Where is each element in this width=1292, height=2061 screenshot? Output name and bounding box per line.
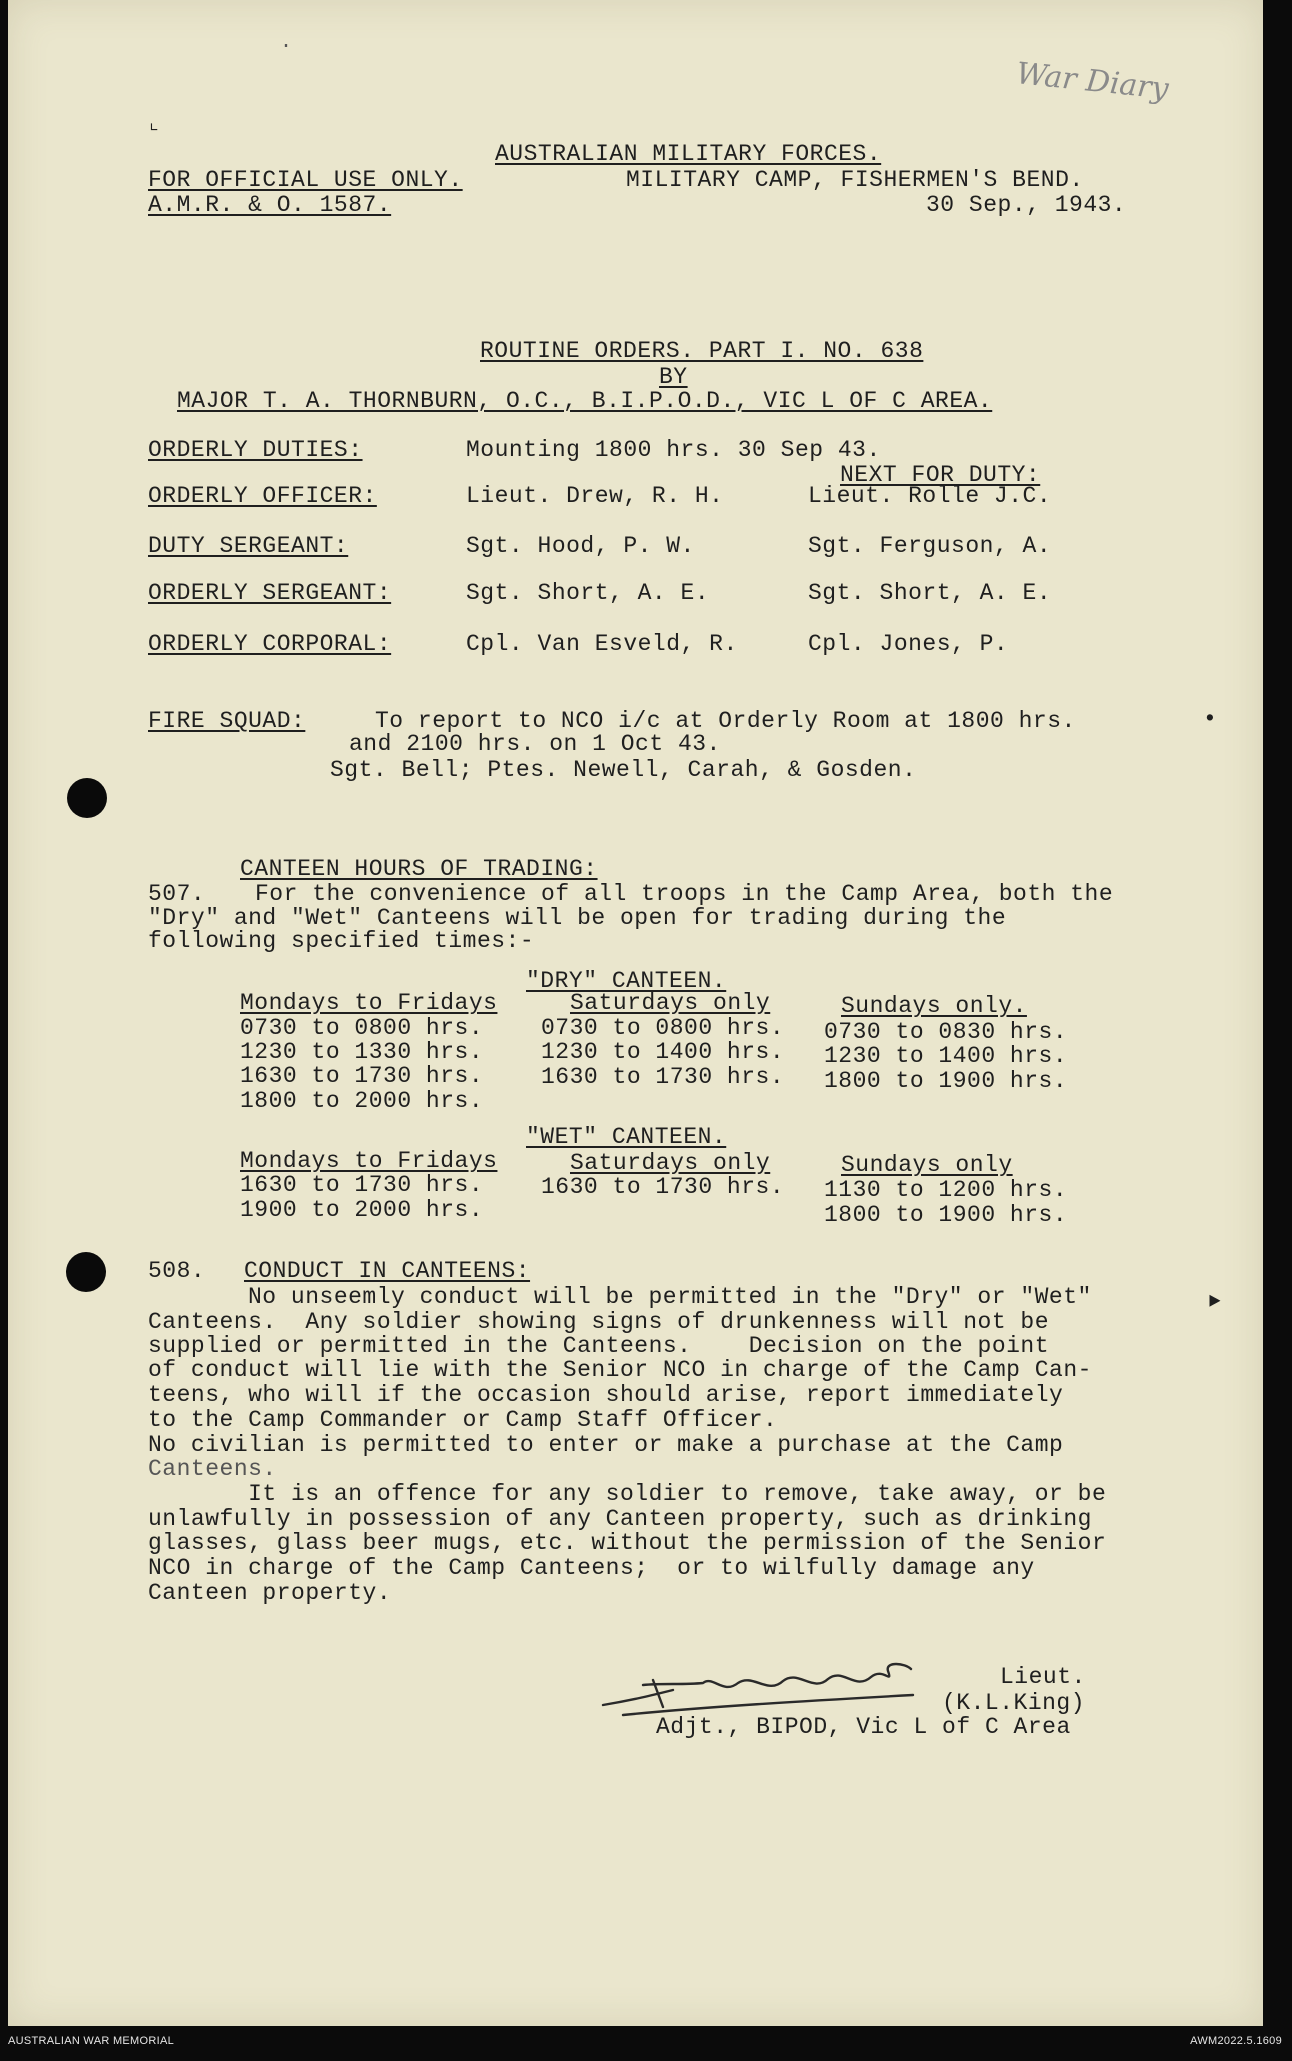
pencil-mark: · <box>280 35 293 58</box>
conduct-text-line: Canteen property. <box>148 1580 392 1606</box>
duty-row-next: Lieut. Rolle J.C. <box>808 483 1052 509</box>
document-page <box>8 0 1263 2026</box>
conduct-text-line: No unseemly conduct will be permitted in the "Dry" or "Wet" <box>248 1284 1092 1310</box>
dry-weekday-time: 0730 to 0800 hrs. <box>240 1015 484 1041</box>
conduct-text-line: teens, who will if the occasion should arise, report immediately <box>148 1382 1064 1408</box>
duty-row-label: ORDERLY CORPORAL: <box>148 631 392 657</box>
dry-saturday-time: 0730 to 0800 hrs. <box>541 1015 785 1041</box>
dry-header-sundays: Sundays only. <box>841 993 1027 1019</box>
duty-row-current: Sgt. Hood, P. W. <box>466 533 695 559</box>
fire-squad-label: FIRE SQUAD: <box>148 708 306 734</box>
handwritten-annotation: War Diary <box>1014 56 1171 107</box>
duty-row-next: Sgt. Short, A. E. <box>808 580 1052 606</box>
duty-row-label: ORDERLY SERGEANT: <box>148 580 392 606</box>
dry-header-weekdays: Mondays to Fridays <box>240 990 498 1016</box>
duty-row-current: Lieut. Drew, R. H. <box>466 483 724 509</box>
conduct-text-line: unlawfully in possession of any Canteen property, such as drinking <box>148 1506 1092 1532</box>
amr-reference: A.M.R. & O. 1587. <box>148 192 392 218</box>
orders-by: BY <box>659 364 688 390</box>
signatory-rank: Lieut. <box>1000 1664 1086 1690</box>
wet-header-sundays: Sundays only <box>841 1152 1013 1178</box>
wet-canteen-title: "WET" CANTEEN. <box>526 1124 727 1150</box>
next-for-duty-heading: NEXT FOR DUTY: <box>840 462 1041 488</box>
wet-weekday-time: 1630 to 1730 hrs. <box>240 1172 484 1198</box>
wet-sunday-time: 1130 to 1200 hrs. <box>824 1177 1068 1203</box>
punch-hole <box>66 1252 106 1292</box>
location: MILITARY CAMP, FISHERMEN'S BEND. <box>626 167 1084 193</box>
dry-weekday-time: 1800 to 2000 hrs. <box>240 1088 484 1114</box>
conduct-text-line: It is an offence for any soldier to remove, take away, or be <box>148 1481 1107 1507</box>
conduct-text-line: No civilian is permitted to enter or make a purchase at the Camp <box>148 1432 1064 1458</box>
dry-sunday-time: 0730 to 0830 hrs. <box>824 1019 1068 1045</box>
wet-sunday-time: 1800 to 1900 hrs. <box>824 1202 1068 1228</box>
punch-hole <box>67 778 107 818</box>
duty-row-current: Sgt. Short, A. E. <box>466 580 710 606</box>
duty-row-label: DUTY SERGEANT: <box>148 533 349 559</box>
conduct-text-line: Canteens. Any soldier showing signs of drunkenness will not be <box>148 1309 1050 1335</box>
duty-row-current: Cpl. Van Esveld, R. <box>466 631 738 657</box>
commanding-officer: MAJOR T. A. THORNBURN, O.C., B.I.P.O.D., VIC L OF C AREA. <box>177 388 993 414</box>
orderly-duties-label: ORDERLY DUTIES: <box>148 437 363 463</box>
dry-weekday-time: 1630 to 1730 hrs. <box>240 1063 484 1089</box>
dry-canteen-title: "DRY" CANTEEN. <box>526 968 727 994</box>
orders-title: ROUTINE ORDERS. PART I. NO. 638 <box>480 338 924 364</box>
canteen-hours-text: "Dry" and "Wet" Canteens will be open for trading during the <box>148 905 1007 931</box>
document-date: 30 Sep., 1943. <box>926 192 1127 218</box>
signature <box>593 1645 993 1725</box>
org-heading: AUSTRALIAN MILITARY FORCES. <box>495 141 882 167</box>
fire-squad-text: To report to NCO i/c at Orderly Room at 1800 hrs. <box>375 708 1076 734</box>
conduct-text-line: to the Camp Commander or Camp Staff Officer. <box>148 1407 778 1433</box>
dry-header-saturdays: Saturdays only <box>570 990 771 1016</box>
dry-sunday-time: 1800 to 1900 hrs. <box>824 1068 1068 1094</box>
conduct-text-line: Canteens. <box>148 1456 277 1482</box>
duty-row-label: ORDERLY OFFICER: <box>148 483 377 509</box>
canteen-hours-heading: CANTEEN HOURS OF TRADING: <box>240 856 598 882</box>
duty-row-next: Sgt. Ferguson, A. <box>808 533 1052 559</box>
mounting-time: Mounting 1800 hrs. 30 Sep 43. <box>466 437 881 463</box>
dry-sunday-time: 1230 to 1400 hrs. <box>824 1043 1068 1069</box>
footer-institution: AUSTRALIAN WAR MEMORIAL <box>8 2035 175 2047</box>
order-number: 508. <box>148 1258 206 1284</box>
wet-saturday-time: 1630 to 1730 hrs. <box>541 1174 785 1200</box>
dry-weekday-time: 1230 to 1330 hrs. <box>240 1039 484 1065</box>
official-use-label: FOR OFFICIAL USE ONLY. <box>148 167 463 193</box>
corner-mark: ⌞ <box>148 113 161 136</box>
duty-row-next: Cpl. Jones, P. <box>808 631 1009 657</box>
fire-squad-members: Sgt. Bell; Ptes. Newell, Carah, & Gosden. <box>330 757 917 783</box>
conduct-text-line: supplied or permitted in the Canteens. Decision on the point <box>148 1333 1050 1359</box>
margin-mark: • <box>1203 706 1218 732</box>
conduct-text-line: NCO in charge of the Camp Canteens; or to wilfully damage any <box>148 1555 1035 1581</box>
wet-header-weekdays: Mondays to Fridays <box>240 1148 498 1174</box>
fire-squad-text: and 2100 hrs. on 1 Oct 43. <box>349 731 721 757</box>
canteen-hours-text: following specified times:- <box>148 928 535 954</box>
footer-reference: AWM2022.5.1609 <box>1190 2035 1282 2047</box>
wet-header-saturdays: Saturdays only <box>570 1150 771 1176</box>
conduct-text-line: of conduct will lie with the Senior NCO in charge of the Camp Can- <box>148 1357 1092 1383</box>
dry-saturday-time: 1230 to 1400 hrs. <box>541 1039 785 1065</box>
dry-saturday-time: 1630 to 1730 hrs. <box>541 1064 785 1090</box>
signatory-appointment: Adjt., BIPOD, Vic L of C Area <box>656 1714 1071 1740</box>
conduct-heading: CONDUCT IN CANTEENS: <box>244 1258 531 1284</box>
canteen-hours-text: For the convenience of all troops in the Camp Area, both the <box>255 881 1114 907</box>
margin-mark: ‣ <box>1206 1289 1224 1320</box>
signatory-name: (K.L.King) <box>942 1690 1086 1716</box>
conduct-text-line: glasses, glass beer mugs, etc. without the permission of the Senior <box>148 1530 1107 1556</box>
order-number: 507. <box>148 881 206 907</box>
wet-weekday-time: 1900 to 2000 hrs. <box>240 1197 484 1223</box>
